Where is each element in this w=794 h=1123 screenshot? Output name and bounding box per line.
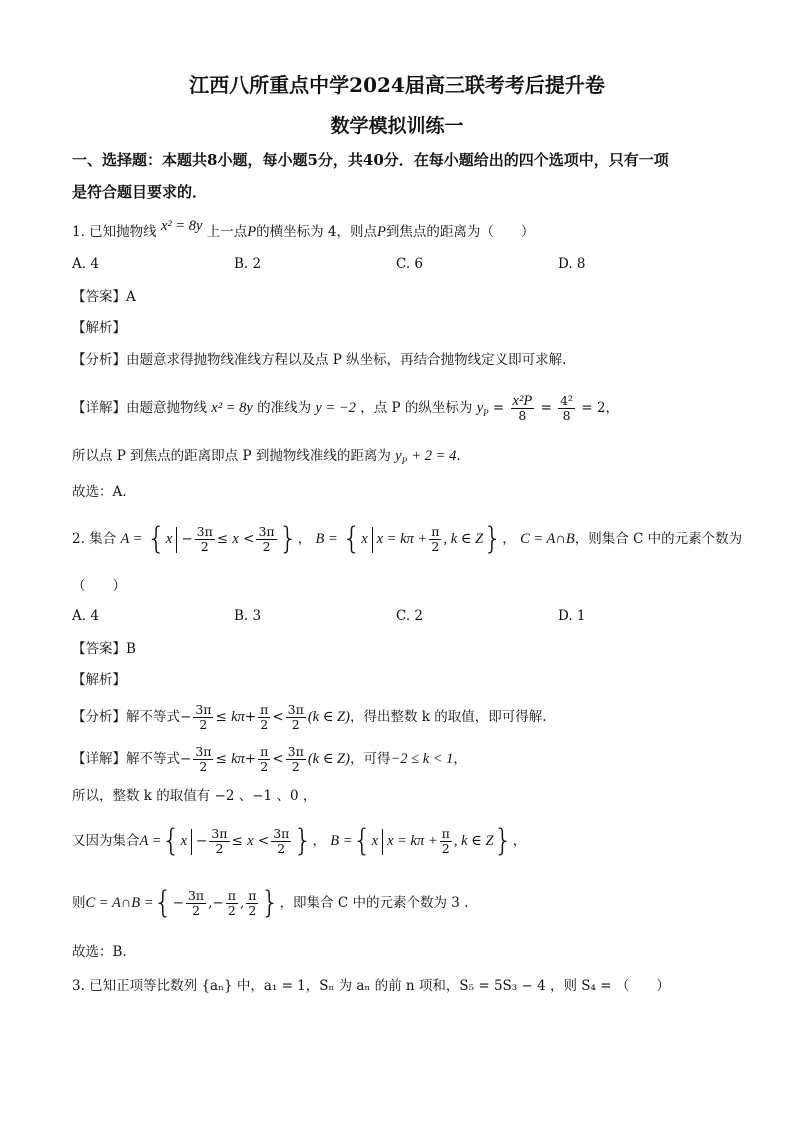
q1-stem-d: 到焦点的距离为（ ） (385, 224, 535, 240)
q2-option-c: C. 2 (396, 608, 424, 624)
section-heading-line2: 是符合题目要求的． (72, 183, 208, 201)
q1-detail-directrix: y = −2 (315, 400, 356, 416)
q1-conclude-b: + 2 = 4 (411, 448, 457, 464)
left-brace-icon: { (146, 521, 166, 557)
q1-answer: 【答案】A (72, 289, 136, 305)
q1-conclude-a: 所以点 P 到焦点的距离即点 P 到抛物线准线的距离为 (72, 448, 391, 464)
q2-then: 则C = A∩B ={− $\frac{3\pi}{2}$ ,− $\frac{\pi}{2}$ , $\frac{\pi}{2}$ }，即集合 C 中的元素个数为 3 . (72, 885, 469, 921)
q1-stem-a: 1. 已知抛物线 (72, 224, 157, 240)
q1-option-b: B. 2 (234, 256, 262, 272)
q1-choose: 故选：A. (72, 484, 127, 500)
q1-yp: $y_P$ (476, 400, 489, 418)
q1-point-p: P (247, 224, 257, 240)
q1-option-c: C. 6 (396, 256, 424, 272)
q2-fenxi: 【分析】解不等式− $\frac{3\pi}{2}$ ≤ kπ+ $\frac{\pi}{2}$ < $\frac{3\pi}{2}$ (k ∈ Z)，得出整数 k 的取值，即可得解. (72, 702, 547, 732)
q1-detail-eq: x² = 8y (211, 400, 253, 416)
q2-set-a-label: A = (120, 531, 143, 547)
q2-paren: （ ） (72, 578, 126, 594)
q1-equation: x² = 8y (160, 218, 203, 234)
q2-option-b: B. 3 (234, 608, 262, 624)
q1-stem-c: 的横坐标为 4，则点 (256, 224, 378, 240)
q2-stem-a: 2. 集合 (72, 531, 117, 547)
q2-detail: 【详解】解不等式− $\frac{3\pi}{2}$ ≤ kπ+ $\frac{\pi}{2}$ < $\frac{3\pi}{2}$ (k ∈ Z)，可得−2 ≤ k < 1， (72, 744, 467, 774)
q2-answer: 【答案】B (72, 641, 136, 657)
q1-detail-d: ，点 P 的纵坐标为 (360, 400, 473, 416)
page-title: 江西八所重点中学2024届高三联考考后提升卷 (189, 73, 605, 97)
q2-choose: 故选：B. (72, 944, 127, 960)
question-1-stem (72, 218, 535, 242)
q1-option-d: D. 8 (558, 256, 586, 272)
q1-detail-a: 【详解】由题意抛物线 (72, 400, 207, 416)
question-3-stem: 3. 已知正项等比数列 {aₙ} 中，a₁ = 1，Sₙ 为 aₙ 的前 n 项和，S₅ = 5S₃ − 4 ，则 S₄ = （ ） (72, 978, 670, 994)
q1-option-a: A. 4 (72, 256, 99, 272)
q1-conclusion (72, 446, 461, 471)
q1-frac-2: $\frac{\text{4²}}{8}$ (560, 393, 574, 423)
q1-stem-b: 上一点 (206, 224, 248, 240)
q1-fenxi: 【分析】由题意求得抛物线准线方程以及点 P 纵坐标，再结合抛物线定义即可求解. (72, 352, 567, 368)
q2-stem-d: ，则集合 C 中的元素个数为 (574, 531, 743, 547)
q1-detail: 【详解】由题意抛物线 x² = 8y 的准线为 y = −2 ，点 P 的纵坐标为 $y_P$ = $\frac{\text{x²P}}{8}$ = $\frac{\text{4²}}{8}$ = 2， (72, 393, 620, 423)
q1-detail-b: 的准线为 (257, 400, 312, 416)
q1-detail-end: = 2， (581, 400, 620, 416)
q2-analysis-label: 【解析】 (72, 672, 126, 688)
q2-so: 所以，整数 k 的取值有 −2 、−1 、0 ， (72, 788, 317, 804)
section-heading-line1: 一、选择题：本题共8小题，每小题5分，共40分．在每小题给出的四个选项中，只有一项 (72, 151, 669, 169)
q2-c-def: C = A∩B (520, 531, 575, 547)
question-2-stem: 2. 集合 A = {x − $\frac{3\pi}{2}$ ≤ x < $\frac{3\pi}{2}$ }， B = {x x = kπ + $\frac{\pi}{2}$ , k ∈ Z}， C = A∩B，则集合 C 中的元素个数为 (72, 521, 743, 557)
q2-again: 又因为集合A ={x − $\frac{3\pi}{2}$ ≤ x < $\frac{3\pi}{2}$ }， B ={x x = kπ + $\frac{\pi}{2}$ , k ∈ Z}， (72, 823, 527, 859)
q1-conclude-yp: $y_P$ (395, 448, 408, 466)
q2-option-a: A. 4 (72, 608, 99, 624)
q2-option-d: D. 1 (558, 608, 586, 624)
q2-set-b-label: B = (315, 531, 338, 547)
right-brace-icon: } (278, 521, 298, 557)
q1-conclude-c: . (456, 448, 461, 464)
q1-point-p2: P (377, 224, 386, 240)
page-subtitle: 数学模拟训练一 (330, 115, 464, 137)
q1-frac-1: $\frac{\text{x²P}}{8}$ (512, 393, 533, 423)
q1-analysis-label: 【解析】 (72, 320, 126, 336)
